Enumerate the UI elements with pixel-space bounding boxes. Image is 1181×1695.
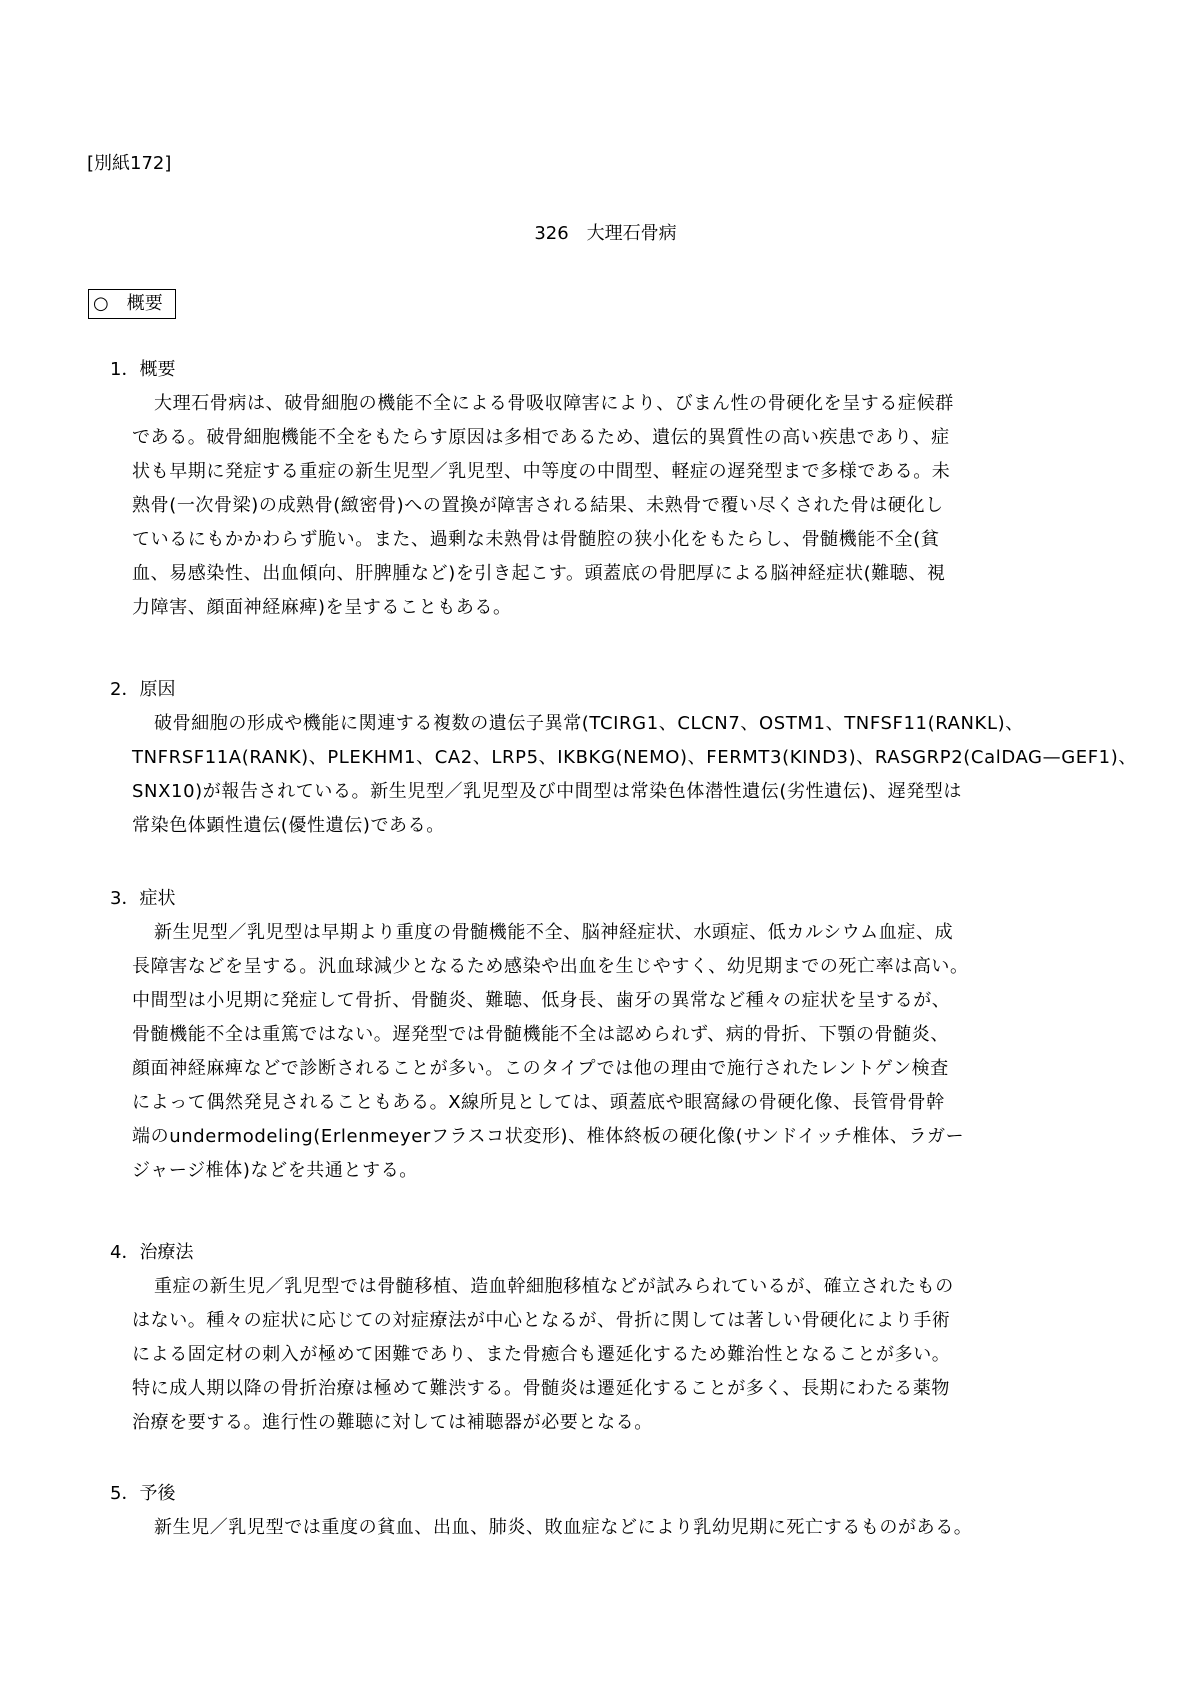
paragraph-line: である。破骨細胞機能不全をもたらす原因は多相であるため、遺伝的異質性の高い疾患であり、症 [132,427,950,448]
section-prognosis [110,1477,1110,1545]
section-heading: 5．予後 [110,1483,176,1504]
paragraph-line: 顔面神経麻痺などで診断されることが多い。このタイプでは他の理由で施行されたレントゲン検査 [132,1058,949,1079]
paragraph-line: ジャージ椎体)などを共通とする。 [132,1160,418,1181]
section-symptoms [110,882,1110,1188]
paragraph-line: 長障害などを呈する。汎血球減少となるため感染や出血を生じやすく、幼児期までの死亡率は高い。 [132,956,969,977]
section-overview [110,353,1110,625]
section-heading: 4．治療法 [110,1242,194,1263]
paragraph-line: 端のundermodeling(Erlenmeyerフラスコ状変形)、椎体終板の硬化像(サンドイッチ椎体、ラガー [132,1126,965,1147]
paragraph-line: 重症の新生児／乳児型では骨髄移植、造血幹細胞移植などが試みられているが、確立されたもの [154,1276,954,1297]
paragraph-line: 新生児型／乳児型は早期より重度の骨髄機能不全、脳神経症状、水頭症、低カルシウム血症、成 [154,922,954,943]
paragraph-line: によって偶然発見されることもある。X線所見としては、頭蓋底や眼窩縁の骨硬化像、長管骨骨幹 [132,1092,945,1113]
annex-label: [別紙172] [87,153,172,174]
paragraph-line: ているにもかかわらず脆い。また、過剰な未熟骨は骨髄腔の狭小化をもたらし、骨髄機能不全(貧 [132,529,940,550]
paragraph-line: による固定材の刺入が極めて困難であり、また骨癒合も遷延化するため難治性となることが多い。 [132,1344,951,1365]
section-cause [110,673,1137,843]
paragraph-line: はない。種々の症状に応じての対症療法が中心となるが、骨折に関しては著しい骨硬化により手術 [132,1310,951,1331]
section-heading: 2．原因 [110,679,176,700]
section-treatment [110,1236,1110,1440]
paragraph-line: 大理石骨病は、破骨細胞の機能不全による骨吸収障害により、びまん性の骨硬化を呈する症候群 [154,393,954,414]
section-heading: 1．概要 [110,359,176,380]
paragraph-line: 血、易感染性、出血傾向、肝脾腫など)を引き起こす。頭蓋底の骨肥厚による脳神経症状(難聴、視 [132,563,946,584]
paragraph-line: 骨髄機能不全は重篤ではない。遅発型では骨髄機能不全は認められず、病的骨折、下顎の骨髄炎、 [132,1024,949,1045]
overview-boxed-heading: ○ 概要 [88,289,176,319]
paragraph-line: 力障害、顔面神経麻痺)を呈することもある。 [132,597,512,618]
paragraph-line: 状も早期に発症する重症の新生児型／乳児型、中等度の中間型、軽症の遅発型まで多様である。未 [132,461,951,482]
paragraph-line: 常染色体顕性遺伝(優性遺伝)である。 [132,815,445,836]
paragraph-line: SNX10)が報告されている。新生児型／乳児型及び中間型は常染色体潜性遺伝(劣性遺伝)、遅発型は [132,781,962,802]
paragraph-line: 中間型は小児期に発症して骨折、骨髄炎、難聴、低身長、歯牙の異常など種々の症状を呈するが、 [132,990,951,1011]
paragraph-line: 熟骨(一次骨梁)の成熟骨(緻密骨)への置換が障害される結果、未熟骨で覆い尽くされた骨は硬化し [132,495,944,516]
paragraph-line: 治療を要する。進行性の難聴に対しては補聴器が必要となる。 [132,1412,653,1433]
paragraph-line: TNFRSF11A(RANK)、PLEKHM1、CA2、LRP5、IKBKG(NEMO)、FERMT3(KIND3)、RASGRP2(CalDAG—GEF1)、 [132,747,1137,768]
paragraph-line: 破骨細胞の形成や機能に関連する複数の遺伝子異常(TCIRG1、CLCN7、OSTM1、TNFSF11(RANKL)、 [154,713,1024,734]
paragraph-line: 特に成人期以降の骨折治療は極めて難渋する。骨髄炎は遷延化することが多く、長期にわたる薬物 [132,1378,951,1399]
page-title: 326 大理石骨病 [534,223,677,244]
paragraph-line: 新生児／乳児型では重度の貧血、出血、肺炎、敗血症などにより乳幼児期に死亡するものがある。 [154,1517,973,1538]
section-heading: 3．症状 [110,888,176,909]
